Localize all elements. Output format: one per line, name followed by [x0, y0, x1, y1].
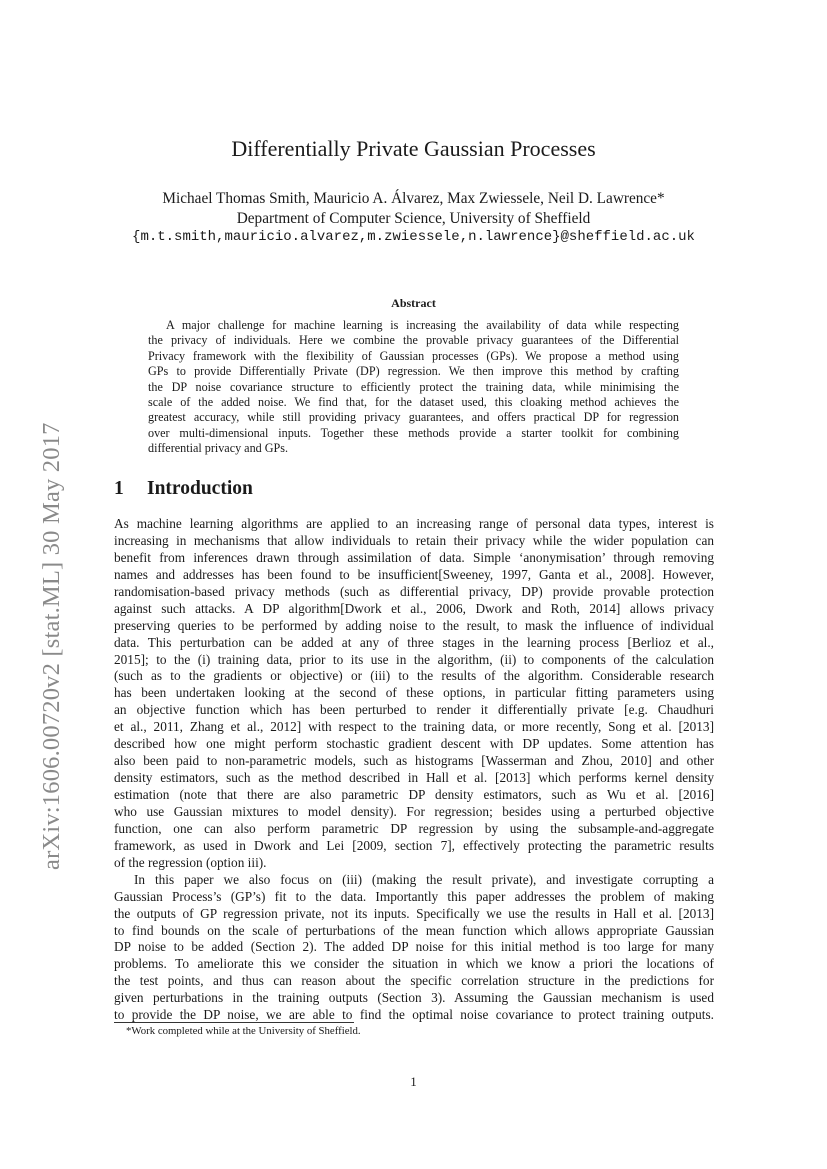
body-line: randomisation-based privacy methods (such as differential privacy, DP) provide provable protection	[114, 583, 714, 599]
author-affiliation: Department of Computer Science, University of Sheffield	[236, 209, 591, 227]
section-title: Introduction	[147, 478, 253, 499]
body-line: increasing in mechanisms that allow individuals to retain their privacy while the wider population can	[114, 532, 714, 548]
body-line: against such attacks. A DP algorithm[Dwork et al., 2006, Dwork and Roth, 2014] allows privacy	[114, 600, 714, 616]
body-line: density estimators, such as the method described in Hall et al. [2013] which performs kernel density	[114, 770, 714, 786]
body-line: data. This perturbation can be added at any of three stages in the learning process [Berlioz et al.,	[114, 634, 714, 650]
body-line: also been paid to non-parametric models, such as histograms [Wasserman and Zhou, 2010] and other	[114, 753, 714, 769]
body-line: As machine learning algorithms are applied to an increasing range of personal data types, interest is	[114, 516, 714, 531]
body-line: et al., 2011, Zhang et al., 2012] with respect to the training data, or more recently, Song et al. [2013]	[114, 719, 714, 735]
body-line: has been undertaken looking at the second of these options, in particular fitting parameters using	[114, 685, 714, 701]
body-line: (such as to the gradients or objective) or (iii) to the results of the algorithm. Considerable research	[114, 668, 714, 684]
body-line: given perturbations in the training outputs (Section 3). Assuming the Gaussian mechanism is used	[114, 990, 714, 1006]
body-line: estimation (note that there are also parametric DP density estimators, such as Wu et al. [2016]	[114, 787, 714, 802]
abstract-line: the DP noise covariance structure to efficiently protect the training data, while minimising the	[148, 379, 679, 394]
body-line: 2015]; to the (i) training data, prior to its use in the algorithm, (ii) to components of the calculation	[114, 651, 714, 667]
author-names: Michael Thomas Smith, Mauricio A. Álvarez, Max Zwiessele, Neil D. Lawrence*	[162, 190, 665, 207]
page-number: 1	[410, 1074, 417, 1089]
body-line: names and addresses has been found to be insufficient[Sweeney, 1997, Ganta et al., 2008]. However,	[114, 566, 714, 582]
abstract-line: scale of the added noise. We find that, for the dataset used, this cloaking method achieves the	[148, 395, 679, 410]
abstract-text	[148, 318, 679, 457]
paper-title: Differentially Private Gaussian Processes	[231, 136, 596, 161]
author-email: {m.t.smith,mauricio.alvarez,m.zwiessele,n.lawrence}@sheffield.ac.uk	[132, 229, 695, 245]
abstract-line: over multi-dimensional inputs. Together these methods provide a starter toolkit for combining	[148, 425, 679, 440]
body-line: the test points, and thus can reason about the specific correlation structure in the predictions for	[114, 973, 714, 989]
author-block	[0, 189, 827, 248]
body-line: framework, as used in Dwork and Lei [2009, section 7], effectively protecting the parametric results	[114, 837, 714, 853]
body-line: DP noise to be added (Section 2). The added DP noise for this initial method is too large for many	[114, 939, 714, 955]
body-line: described how one might perform stochastic gradient descent with DP updates. Some attention has	[114, 736, 714, 752]
body-line: who use Gaussian mixtures to model density). For regression; besides using a perturbed objective	[114, 803, 714, 819]
body-line: preserving queries to be performed by adding noise to the result, to mask the influence of individual	[114, 617, 714, 633]
abstract-line: Privacy framework with the flexibility of Gaussian processes (GPs). We propose a method using	[148, 348, 679, 363]
arxiv-identifier-stamp: arXiv:1606.00720v2 [stat.ML] 30 May 2017	[38, 422, 65, 870]
body-line: Gaussian Process’s (GP’s) fit to the data. Importantly this paper addresses the problem of making	[114, 888, 714, 904]
body-line: the outputs of GP regression private, not its inputs. Specifically we use the results in Hall et al. [2013]	[114, 905, 714, 921]
body-line: to find bounds on the scale of perturbations of the mean function which allows appropriate Gaussian	[114, 922, 714, 938]
section-heading-introduction	[114, 478, 253, 500]
body-line: In this paper we also focus on (iii) (making the result private), and investigate corrupting a	[134, 871, 714, 887]
body-line: an objective function which has been perturbed to render it differentially private [e.g. Chaudhuri	[114, 702, 714, 718]
introduction-body	[114, 516, 714, 1024]
body-line: to provide the DP noise, we are able to find the optimal noise covariance to protect training outputs.	[114, 1007, 714, 1023]
body-line: of the regression (option iii).	[114, 854, 267, 870]
abstract-line: the privacy of individuals. Here we combine the provable privacy guarantees of the Differential	[148, 333, 679, 348]
body-line: problems. To ameliorate this we consider the situation in which we know a priori the locations of	[114, 956, 714, 972]
body-line: benefit from inferences drawn through assimilation of data. Simple ‘anonymisation’ through removing	[114, 549, 714, 565]
abstract-heading: Abstract	[391, 296, 436, 310]
section-number: 1	[114, 478, 124, 499]
abstract-line: A major challenge for machine learning is increasing the availability of data while respecting	[166, 318, 679, 332]
footnote: *Work completed while at the University of Sheffield.	[126, 1025, 361, 1037]
abstract-line: differential privacy and GPs.	[148, 441, 289, 456]
body-line: function, one can also perform parametric DP regression by using the subsample-and-aggregate	[114, 820, 714, 836]
abstract-line: greatest accuracy, while still providing privacy guarantees, and offers practical DP for regression	[148, 410, 679, 425]
footnote-rule	[114, 1022, 354, 1023]
abstract-line: GPs to provide Differentially Private (DP) regression. We then improve this method by crafting	[148, 364, 679, 379]
